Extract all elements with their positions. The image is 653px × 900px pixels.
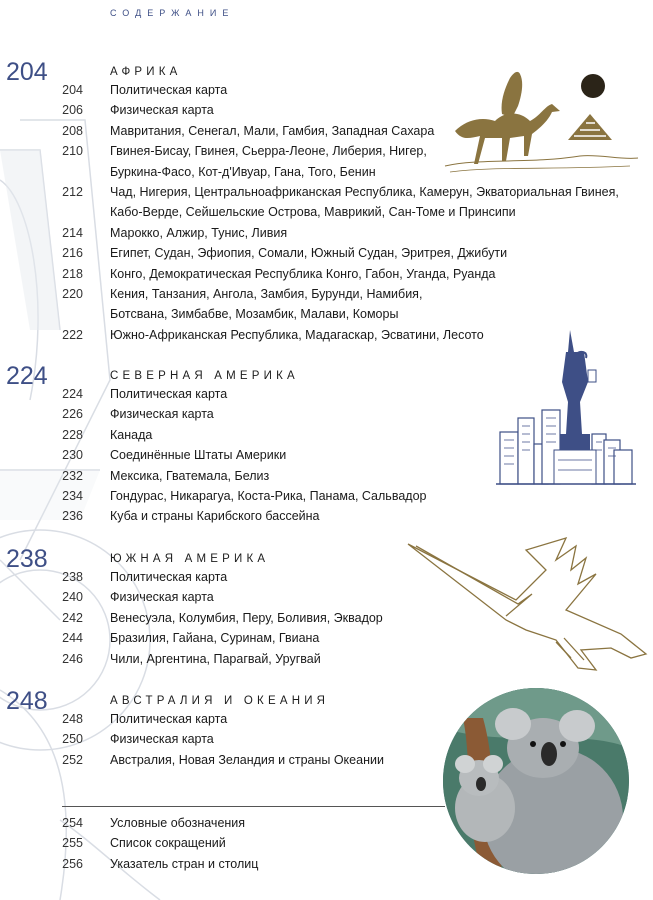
toc-entry[interactable]	[0, 469, 653, 489]
entry-page-number: 204	[62, 83, 83, 97]
entry-page-number: 216	[62, 246, 83, 261]
toc-entry[interactable]	[0, 611, 653, 631]
toc-entry[interactable]	[0, 287, 653, 307]
entry-title: Физическая карта	[110, 590, 214, 605]
entry-title: Венесуэла, Колумбия, Перу, Боливия, Эквадор	[110, 610, 383, 625]
entry-page-number: 250	[62, 732, 83, 747]
entry-page-number: 220	[62, 287, 83, 301]
toc-entry[interactable]	[0, 570, 653, 590]
toc-entry[interactable]	[0, 407, 653, 427]
entry-page-number: 224	[62, 387, 83, 401]
toc-entry[interactable]	[0, 387, 653, 407]
toc-entry[interactable]	[0, 307, 653, 327]
toc-entry[interactable]	[0, 590, 653, 610]
entry-page-number: 228	[62, 427, 83, 442]
entry-page-number: 206	[62, 103, 83, 118]
toc-entry[interactable]	[0, 631, 653, 651]
section-page-number[interactable]: 248	[6, 687, 48, 715]
section-title: ЮЖНАЯ АМЕРИКА	[110, 553, 270, 565]
toc-entry[interactable]	[0, 267, 653, 287]
entry-title: Кения, Танзания, Ангола, Замбия, Бурунди, Намибия,	[110, 287, 423, 301]
entry-page-number: 254	[62, 816, 83, 830]
entry-title: Мексика, Гватемала, Белиз	[110, 468, 270, 483]
toc-entry[interactable]	[0, 185, 653, 205]
entry-title: Соединённые Штаты Америки	[110, 448, 287, 463]
entry-title: Куба и страны Карибского бассейна	[110, 509, 320, 524]
entry-title: Конго, Демократическая Республика Конго, Габон, Уганда, Руанда	[110, 266, 496, 281]
toc-entry[interactable]	[0, 857, 653, 877]
entry-title: Чад, Нигерия, Центральноафриканская Республика, Камерун, Экваториальная Гвинея,	[110, 185, 619, 199]
entry-title: Политическая карта	[110, 387, 228, 401]
entry-page-number: 240	[62, 590, 83, 605]
toc-entry[interactable]	[0, 816, 653, 836]
entry-title: Марокко, Алжир, Тунис, Ливия	[110, 225, 288, 240]
toc-entry[interactable]	[0, 205, 653, 225]
entry-title: Бразилия, Гайана, Суринам, Гвиана	[110, 631, 320, 646]
section-title: СЕВЕРНАЯ АМЕРИКА	[110, 370, 299, 382]
entry-title: Условные обозначения	[110, 816, 246, 830]
toc-entry[interactable]	[0, 83, 653, 103]
toc-entry[interactable]	[0, 144, 653, 164]
entry-title: Гвинея-Бисау, Гвинея, Сьерра-Леоне, Либерия, Нигер,	[110, 144, 427, 159]
toc-entry[interactable]	[0, 103, 653, 123]
section-page-number[interactable]: 238	[6, 545, 48, 573]
entry-title: Физическая карта	[110, 103, 214, 118]
entry-page-number: 210	[62, 144, 83, 159]
entry-page-number: 222	[62, 327, 83, 342]
entry-page-number: 248	[62, 712, 83, 726]
section-page-number[interactable]: 224	[6, 362, 48, 390]
toc-entry[interactable]	[0, 509, 653, 529]
entry-page-number: 214	[62, 225, 83, 240]
entry-title: Мавритания, Сенегал, Мали, Гамбия, Западная Сахара	[110, 123, 435, 138]
toc-entry[interactable]	[0, 652, 653, 672]
entry-page-number: 232	[62, 468, 83, 483]
section-title: АФРИКА	[110, 66, 182, 78]
toc-entry[interactable]	[0, 165, 653, 185]
entry-title: Политическая карта	[110, 83, 228, 97]
toc-entry[interactable]	[0, 836, 653, 856]
entry-page-number: 246	[62, 651, 83, 666]
entry-page-number: 236	[62, 509, 83, 524]
toc-entry[interactable]	[0, 753, 653, 773]
divider	[62, 806, 445, 807]
entry-page-number: 218	[62, 266, 83, 281]
toc-entry[interactable]	[0, 246, 653, 266]
entry-title: Политическая карта	[110, 712, 228, 726]
entry-page-number: 212	[62, 185, 83, 199]
entry-page-number: 238	[62, 570, 83, 584]
entry-page-number: 208	[62, 123, 83, 138]
toc-entry[interactable]	[0, 732, 653, 752]
entry-title: Египет, Судан, Эфиопия, Сомали, Южный Судан, Эритрея, Джибути	[110, 246, 508, 261]
section-title: АВСТРАЛИЯ И ОКЕАНИЯ	[110, 695, 330, 707]
entry-title: Ботсвана, Зимбабве, Мозамбик, Малави, Коморы	[110, 307, 399, 322]
entry-title: Указатель стран и столиц	[110, 856, 259, 871]
entry-page-number: 230	[62, 448, 83, 463]
entry-title: Чили, Аргентина, Парагвай, Уругвай	[110, 651, 321, 666]
toc-entry[interactable]	[0, 428, 653, 448]
entry-page-number: 234	[62, 489, 83, 503]
entry-page-number: 242	[62, 610, 83, 625]
entry-page-number: 255	[62, 836, 83, 851]
entry-title: Австралия, Новая Зеландия и страны Океании	[110, 752, 384, 767]
toc-entry[interactable]	[0, 489, 653, 509]
entry-title: Гондурас, Никарагуа, Коста-Рика, Панама, Сальвадор	[110, 489, 427, 503]
entry-title: Канада	[110, 427, 153, 442]
entry-page-number: 252	[62, 752, 83, 767]
entry-title: Физическая карта	[110, 407, 214, 422]
toc-entry[interactable]	[0, 124, 653, 144]
entry-title: Кабо-Верде, Сейшельские Острова, Маврикий, Сан-Томе и Принсипи	[110, 205, 516, 220]
entry-page-number: 256	[62, 856, 83, 871]
section-page-number[interactable]: 204	[6, 58, 48, 86]
page-title: содержание	[110, 4, 235, 19]
toc-entry[interactable]	[0, 712, 653, 732]
toc-entry[interactable]	[0, 226, 653, 246]
toc-entry[interactable]	[0, 448, 653, 468]
entry-title: Южно-Африканская Республика, Мадагаскар, Эсватини, Лесото	[110, 327, 484, 342]
entry-page-number: 244	[62, 631, 83, 646]
entry-title: Политическая карта	[110, 570, 228, 584]
entry-title: Физическая карта	[110, 732, 214, 747]
entry-page-number: 226	[62, 407, 83, 422]
entry-title: Список сокращений	[110, 836, 226, 851]
entry-title: Буркина-Фасо, Кот-д'Ивуар, Гана, Того, Бенин	[110, 164, 376, 179]
toc-entry[interactable]	[0, 328, 653, 348]
